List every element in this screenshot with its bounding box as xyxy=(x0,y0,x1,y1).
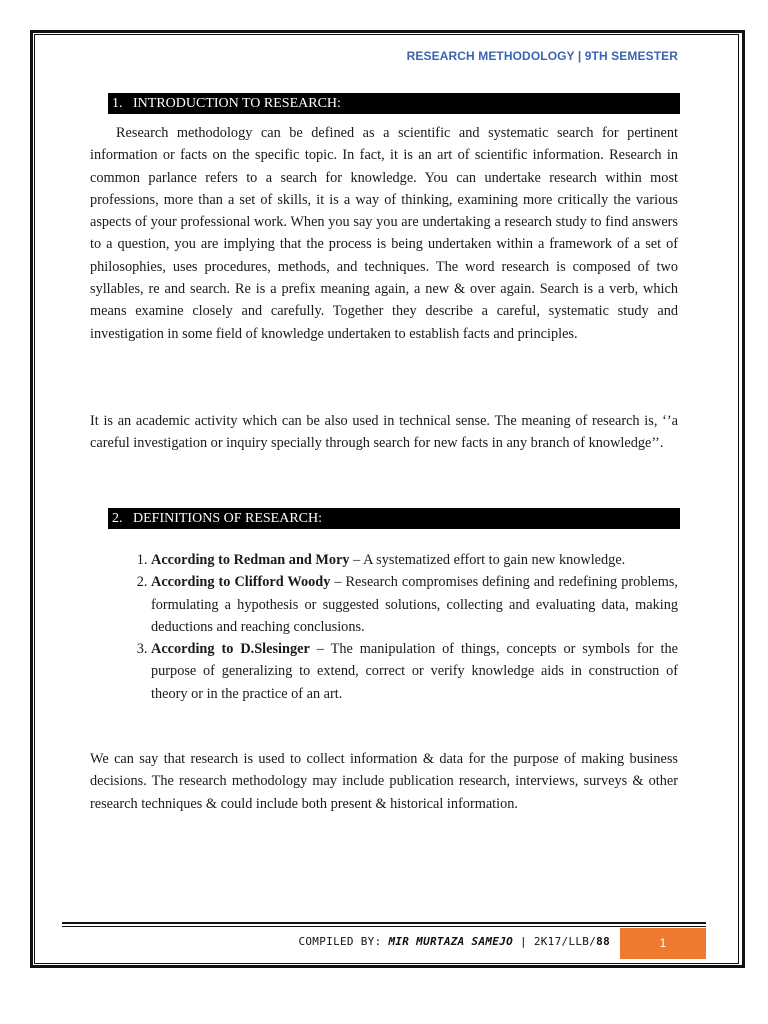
section-heading-introduction: 1. INTRODUCTION TO RESEARCH: xyxy=(108,93,680,114)
section-heading-definitions: 2. DEFINITIONS OF RESEARCH: xyxy=(108,508,680,529)
intro-paragraph-2: It is an academic activity which can be also used in technical sense. The meaning of research is, ‘’a careful investigation or inquiry specially through search for new facts in any branch of knowledge’’. xyxy=(90,413,678,452)
author-name: MIR MURTAZA SAMEJO xyxy=(388,935,514,948)
definition-source: According to Redman and Mory xyxy=(151,552,350,568)
definition-source: According to D.Slesinger xyxy=(151,641,310,658)
intro-paragraph-1: Research methodology can be defined as a scientific and systematic search for pertinent information or facts on the specific topic. In fact, it is an art of scientific information. Research in common parlance refers to a search for knowledge. You can undertake research within most professions, more than a set of skills, it is a way of thinking, examining more critically the various aspects of your professional work. When you say you are undertaking a research study to find answers to a question, you are implying that the process is being undertaken within a framework of a set of philosophies, uses procedures, methods, and techniques. The word research is composed of two syllables, re and search. Re is a prefix meaning again, a new & over again. Search is a verb, which means examine closely and carefully. Together they describe a careful, systematic study and investigation in some field of knowledge undertaken to establish facts and principles. xyxy=(90,125,678,342)
compiled-by-label: COMPILED BY: xyxy=(298,935,389,948)
definition-item xyxy=(151,571,678,638)
definition-item xyxy=(151,549,678,571)
page-number: 1 xyxy=(620,928,706,959)
definitions-list xyxy=(115,549,678,705)
definition-item xyxy=(151,638,678,705)
definition-text: – The manipulation of things, concepts or symbols for the purpose of generalizing to extend, correct or verify knowledge aids in construction of theory or in the practice of an art. xyxy=(151,641,678,702)
definition-text: – A systematized effort to gain new knowledge. xyxy=(349,552,626,568)
footer-rule xyxy=(62,922,706,924)
roll-number: 88 xyxy=(596,935,610,948)
definition-source: According to Clifford Woody xyxy=(151,574,331,591)
footer-separator: | 2K17/LLB/ xyxy=(513,935,597,948)
closing-paragraph: We can say that research is used to collect information & data for the purpose of making business decisions. The research methodology may include publication research, interviews, surveys & other research techniques & could include both present & historical information. xyxy=(90,751,678,812)
footer-credit xyxy=(298,935,610,948)
footer-rule-thin xyxy=(62,926,706,927)
page-header: RESEARCH METHODOLOGY | 9TH SEMESTER xyxy=(406,49,678,63)
definition-text: – Research compromises defining and redefining problems, formulating a hypothesis or suggested solutions, collecting and evaluating data, making deductions and reaching conclusions. xyxy=(151,574,678,635)
